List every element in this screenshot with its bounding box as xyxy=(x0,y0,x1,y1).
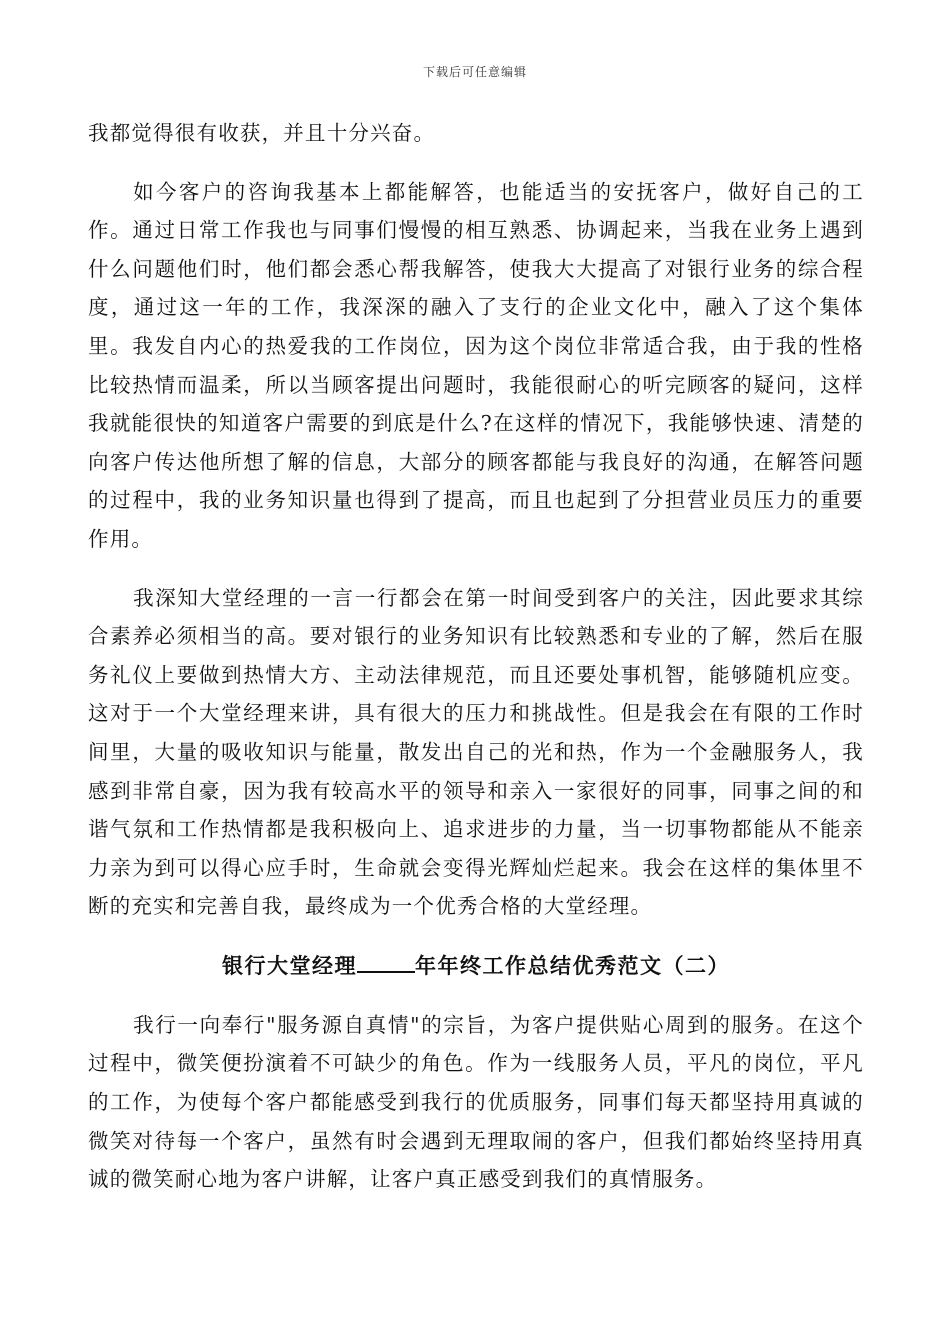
paragraph-service-smile: 我行一向奉行"服务源自真情"的宗旨，为客户提供贴心周到的服务。在这个过程中，微笑便扮演着不可缺少的角色。作为一线服务人员，平凡的岗位，平凡的工作，为使每个客户都能感受到我行的优质服务，同事们每天都坚持用真诚的微笑对待每一个客户，虽然有时会遇到无理取闹的客户，但我们都始终坚持用真诚的微笑耐心地为客户讲解，让客户真正感受到我们的真情服务。 xyxy=(88,1012,864,1192)
heading-blank-line xyxy=(357,953,415,973)
page-header-note: 下载后可任意编辑 xyxy=(422,65,527,79)
heading-prefix: 银行大堂经理 xyxy=(222,952,357,978)
paragraph-continuation: 我都觉得很有收获，并且十分兴奋。 xyxy=(88,121,436,145)
section-heading xyxy=(88,946,864,986)
document-body xyxy=(88,114,864,1199)
heading-suffix: 年年终工作总结优秀范文（二） xyxy=(415,952,730,978)
paragraph-lobby-manager-role: 我深知大堂经理的一言一行都会在第一时间受到客户的关注，因此要求其综合素养必须相当的高。要对银行的业务知识有比较熟悉和专业的了解，然后在服务礼仪上要做到热情大方、主动法律规范，而且还要处事机智，能够随机应变。这对于一个大堂经理来讲，具有很大的压力和挑战性。但是我会在有限的工作时间里，大量的吸收知识与能量，散发出自己的光和热，作为一个金融服务人，我感到非常自豪，因为我有较高水平的领导和亲入一家很好的同事，同事之间的和谐气氛和工作热情都是我积极向上、追求进步的力量，当一切事物都能从不能亲力亲为到可以得心应手时，生命就会变得光辉灿烂起来。我会在这样的集体里不断的充实和完善自我，最终成为一个优秀合格的大堂经理。 xyxy=(88,585,864,919)
paragraph-gap xyxy=(88,926,864,946)
paragraph-gap xyxy=(88,153,864,173)
paragraph-gap xyxy=(88,986,864,1006)
paragraph-customer-consulting: 如今客户的咨询我基本上都能解答，也能适当的安抚客户，做好自己的工作。通过日常工作我也与同事们慢慢的相互熟悉、协调起来，当我在业务上遇到什么问题他们时，他们都会悉心帮我解答，使我大大提高了对银行业务的综合程度，通过这一年的工作，我深深的融入了支行的企业文化中，融入了这个集体里。我发自内心的热爱我的工作岗位，因为这个岗位非常适合我，由于我的性格比较热情而温柔，所以当顾客提出问题时，我能很耐心的听完顾客的疑问，这样我就能很快的知道客户需要的到底是什么?在这样的情况下，我能够快速、清楚的向客户传达他所想了解的信息，大部分的顾客都能与我良好的沟通，在解答问题的过程中，我的业务知识量也得到了提高，而且也起到了分担营业员压力的重要作用。 xyxy=(88,179,864,551)
paragraph-gap xyxy=(88,559,864,579)
